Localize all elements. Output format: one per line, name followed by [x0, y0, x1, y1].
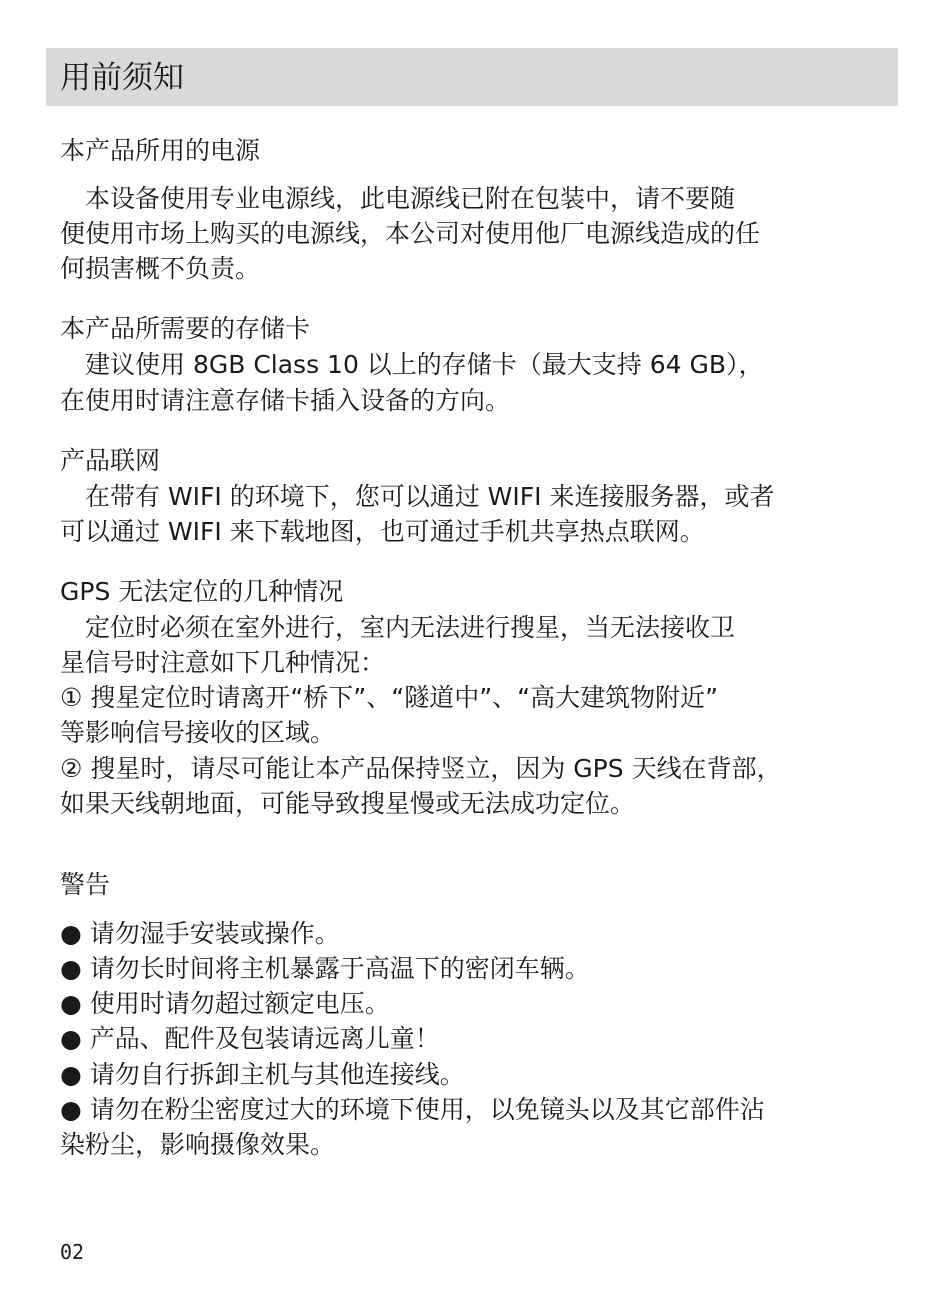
page-title: 用前须知 — [60, 60, 184, 96]
paragraph-line: 等影响信号接收的区域。 — [60, 718, 336, 747]
list-item: 染粉尘，影响摄像效果。 — [60, 1130, 336, 1159]
paragraph-line: ① 搜星定位时请离开“桥下”、“隧道中”、“高大建筑物附近” — [60, 683, 719, 712]
paragraph-line: 本设备使用专业电源线，此电源线已附在包装中，请不要随 — [60, 184, 736, 213]
page-number: 02 — [60, 1240, 85, 1264]
list-item: ● 请勿湿手安装或操作。 — [60, 919, 340, 948]
paragraph-line: 定位时必须在室外进行，室内无法进行搜星，当无法接收卫 — [60, 613, 736, 642]
paragraph-line: 在带有 WIFI 的环境下，您可以通过 WIFI 来连接服务器，或者 — [60, 482, 775, 511]
section-heading-network: 产品联网 — [60, 446, 161, 475]
paragraph-line: 如果天线朝地面，可能导致搜星慢或无法成功定位。 — [60, 789, 636, 818]
list-item: ● 使用时请勿超过额定电压。 — [60, 989, 390, 1018]
paragraph-line: 可以通过 WIFI 来下载地图，也可通过手机共享热点联网。 — [60, 517, 705, 546]
section-heading-gps: GPS 无法定位的几种情况 — [60, 577, 344, 606]
paragraph-line: 星信号时注意如下几种情况： — [60, 648, 386, 677]
list-item: ● 请勿在粉尘密度过大的环境下使用，以免镜头以及其它部件沾 — [60, 1095, 765, 1124]
list-item: ● 请勿长时间将主机暴露于高温下的密闭车辆。 — [60, 954, 590, 983]
paragraph-line: 何损害概不负责。 — [60, 254, 261, 283]
list-item: ● 请勿自行拆卸主机与其他连接线。 — [60, 1060, 465, 1089]
section-heading-power: 本产品所用的电源 — [60, 136, 261, 165]
list-item: ● 产品、配件及包装请远离儿童！ — [60, 1024, 440, 1053]
section-heading-card: 本产品所需要的存储卡 — [60, 314, 311, 343]
section-heading-warning: 警告 — [60, 870, 111, 899]
paragraph-line: 建议使用 8GB Class 10 以上的存储卡（最大支持 64 GB）， — [60, 350, 764, 379]
paragraph-line: 在使用时请注意存储卡插入设备的方向。 — [60, 386, 511, 415]
paragraph-line: 便使用市场上购买的电源线，本公司对使用他厂电源线造成的任 — [60, 219, 761, 248]
paragraph-line: ② 搜星时，请尽可能让本产品保持竖立，因为 GPS 天线在背部， — [60, 754, 782, 783]
